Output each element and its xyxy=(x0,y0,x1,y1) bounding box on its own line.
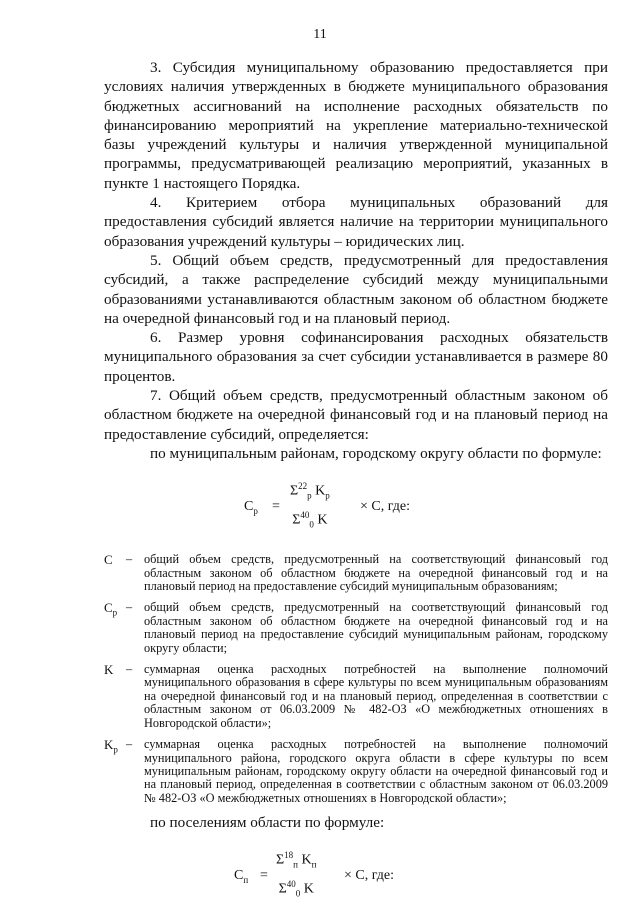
formula-denominator: $\Sigma^{40}_0$ K xyxy=(278,879,314,899)
definition-text: общий объем средств, предусмотренный на соответствующий финансовый год областным законом об областном бюджете на очередной финансовый год и на плановый период на предоставление субсидий муниципальным районам, городскому округу области; xyxy=(144,600,608,655)
paragraph-6: 6. Размер уровня софинансирования расходных обязательств муниципального образования за счет субсидии устанавливается в размере 80 процентов. xyxy=(104,329,608,385)
formula-lhs: $C_п$ xyxy=(234,868,249,886)
definition-symbol: $K_р$ xyxy=(104,737,118,755)
formula-districts xyxy=(244,477,608,541)
paragraph-3: 3. Субсидия муниципальному образованию предоставляется при условиях наличия утвержденных в бюджете муниципального образования бюджетных ассигнований на исполнение расходных обязательств по финансированию мероприятий на укрепление материально-технической базы учреждений культуры и наличия утвержденной муниципальной программы, предусматривающей реализацию мероприятий, указанных в пункте 1 настоящего Порядка. xyxy=(104,59,608,192)
definition-item xyxy=(104,663,608,730)
definition-item xyxy=(104,553,608,593)
definition-text: общий объем средств, предусмотренный на соответствующий финансовый год областным законом об областном бюджете на очередной финансовый год и на плановый период на предоставление субсидий муниципальным образованиям; xyxy=(144,552,608,594)
intro-settlements: по поселениям области по формуле: xyxy=(150,814,385,832)
formula-fraction xyxy=(276,846,316,904)
definition-item xyxy=(104,738,608,805)
paragraph-7: 7. Общий объем средств, предусмотренный областным законом об областном бюджете на очередной финансовый год и на плановый период на предоставление субсидий, определяется: xyxy=(104,387,608,443)
definitions-list xyxy=(104,553,608,805)
formula-lhs: $C_р$ xyxy=(244,499,258,517)
formula-equals: = xyxy=(272,499,280,515)
definition-dash: – xyxy=(126,600,133,615)
definition-symbol: K xyxy=(104,662,114,678)
paragraph-4: 4. Критерием отбора муниципальных образований для предоставления субсидий является наличие на территории муниципального образования учреждений культуры – юридических лиц. xyxy=(104,194,608,250)
intro-districts: по муниципальным районам, городскому округу области по формуле: xyxy=(150,444,602,462)
formula-settlements xyxy=(234,846,608,910)
formula-fraction xyxy=(290,477,330,535)
formula-denominator: $\Sigma^{40}_0$ K xyxy=(292,509,328,530)
definition-text: суммарная оценка расходных потребностей на выполнение полномочий муниципального образования в сфере культуры по всем муниципальным образованиям на очередной финансовый год и на плановый период, определенная в соответствии с областным законом от 06.03.2009 № 482-ОЗ «О межбюджетных отношениях в Новгородской области»; xyxy=(144,662,608,730)
formula-equals: = xyxy=(260,868,268,884)
paragraph-5: 5. Общий объем средств, предусмотренный для предоставления субсидий, а также распределение субсидий между муниципальными образованиями устанавливаются областным законом об областном бюджете на очередной финансовый год и на плановый период. xyxy=(104,251,608,327)
formula-tail: × С, где: xyxy=(344,868,395,884)
definition-dash: – xyxy=(126,552,133,567)
formula-numerator: $\Sigma^{22}_р$ $K_р$ xyxy=(290,481,330,501)
definition-item xyxy=(104,601,608,655)
definition-symbol: C xyxy=(104,552,113,568)
formula-numerator: $\Sigma^{18}_п$ $K_п$ xyxy=(276,850,317,870)
definition-dash: – xyxy=(126,737,133,752)
definition-text: суммарная оценка расходных потребностей на выполнение полномочий муниципального района, городского округа области в сфере культуры по всем муниципальным районам, городскому округу области на очередной финансовый год и на плановый период, определенная в соответствии с областным законом от 06.03.2009 № 482-ОЗ «О межбюджетных отношениях в Новгородской области»; xyxy=(144,737,608,805)
formula-tail: × С, где: xyxy=(360,499,411,515)
page-number: 11 xyxy=(313,27,327,42)
document-body xyxy=(104,58,608,910)
definition-dash: – xyxy=(126,662,133,677)
definition-symbol: $C_р$ xyxy=(104,600,118,619)
